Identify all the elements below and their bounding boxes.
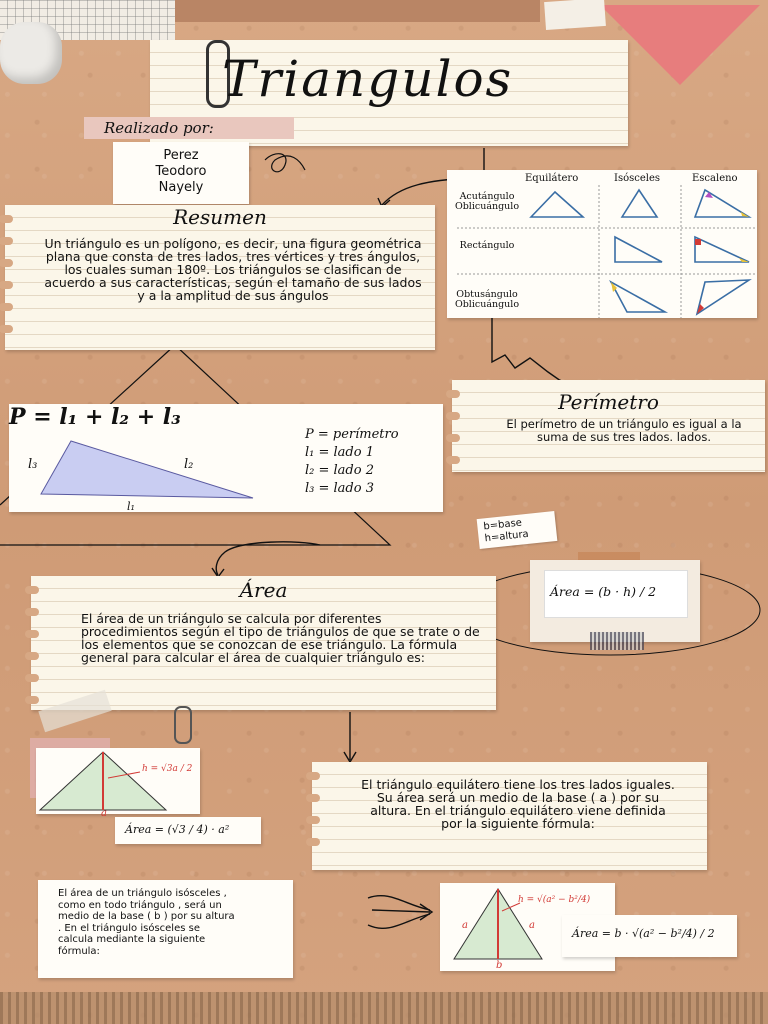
legend-line: P = perímetro — [305, 427, 399, 442]
perimeter-main-formula: P = l₁ + l₂ + l₃ — [9, 404, 181, 430]
tag-line: b=base — [482, 517, 523, 533]
dark-paper-strip — [175, 0, 540, 22]
perimetro-text: El perímetro de un triángulo es igual a la suma de sus tres lados. lados. — [506, 417, 742, 444]
table-row-header: Obtusángulo Oblicuángulo — [454, 289, 520, 310]
equilatero-card — [312, 762, 707, 870]
resumen-text: Un triángulo es un polígono, es decir, una figura geométrica plana que consta de tres lados, tres vértices y tres ángulos, los cuales suman 180º. Los triángulos se clasifican de acuerdo a sus características, según el tamaño de sus lados y a la amplitud de sus ángulos — [44, 236, 422, 303]
table-col-header: Equilátero — [525, 173, 579, 184]
table-row-header: Acutángulo Oblicuángulo — [454, 191, 520, 212]
white-paper-corner — [544, 0, 606, 30]
isosceles-text: El área de un triángulo isósceles , como en todo triángulo , será un medio de la base ( b ) por su altura . En el triángulo isósceles se calcula mediante la siguiente fórmula: — [58, 888, 235, 957]
legend-line: l₁ = lado 1 — [305, 445, 374, 460]
equilateral-triangle — [36, 748, 200, 814]
perimeter-legend — [305, 426, 399, 498]
area-heading: Área — [239, 578, 288, 602]
height-label: h = √3a / 2 — [142, 764, 193, 774]
author-name: Nayely — [158, 180, 204, 195]
side-label: l₁ — [127, 500, 135, 513]
table-row-header: Rectángulo — [459, 240, 515, 251]
side-label: a — [462, 920, 468, 931]
base-label: a — [101, 808, 107, 819]
author-name: Teodoro — [155, 164, 207, 179]
perimetro-heading: Perímetro — [558, 390, 659, 414]
resumen-heading: Resumen — [173, 205, 267, 229]
binder-holes — [306, 772, 322, 860]
side-label: l₂ — [184, 457, 194, 472]
general-area-formula: Área = (b · h) / 2 — [550, 584, 657, 599]
author-name: Perez — [163, 148, 199, 163]
perimeter-triangle — [31, 436, 271, 508]
cardboard-edge — [0, 992, 768, 1024]
side-label: l₃ — [28, 457, 38, 472]
perimetro-card — [452, 380, 765, 472]
checker-pattern — [590, 632, 644, 650]
isosceles-formula-card — [562, 915, 737, 957]
made-by-label: Realizado por: — [84, 117, 294, 139]
legend-line: l₃ = lado 3 — [305, 481, 374, 496]
binder-holes — [25, 586, 41, 718]
isosceles-formula: Área = b · √(a² − b²/4) / 2 — [572, 927, 715, 940]
resumen-card — [5, 205, 435, 350]
side-label: a — [529, 920, 535, 931]
tag-line: h=altura — [484, 528, 530, 545]
equilatero-text: El triángulo equilátero tiene los tres lados iguales. Su área será un medio de la base ( a ) por su altura. En el triángulo equilátero viene definida por la siguiente fórmula: — [361, 777, 675, 831]
table-col-header: Isósceles — [614, 173, 661, 184]
paper-clip-icon — [174, 706, 192, 744]
equilateral-formula-card — [115, 817, 261, 844]
area-text: El área de un triángulo se calcula por diferentes procedimientos según el tipo de triángulos de que se trate o de los elementos que se conozcan de ese triángulo. La fórmula general para calcular el área de cualquier triángulo es: — [81, 611, 480, 665]
general-area-card — [530, 560, 700, 642]
base-height-tag — [477, 511, 558, 549]
classification-grid — [447, 170, 757, 318]
page-title: Triangulos — [222, 50, 514, 108]
perimeter-formula-card — [9, 404, 443, 512]
equilateral-formula: Área = (√3 / 4) · a² — [125, 823, 230, 836]
binder-holes — [0, 215, 15, 347]
crumpled-paper — [0, 22, 62, 84]
equilateral-figure-card — [36, 748, 200, 814]
base-label: b — [496, 960, 503, 971]
legend-line: l₂ = lado 2 — [305, 463, 374, 478]
author-names — [113, 142, 249, 204]
table-col-header: Escaleno — [692, 173, 738, 184]
height-label: h = √(a² − b²/4) — [518, 895, 591, 905]
triangle-classification-table — [447, 170, 757, 318]
isosceles-card — [38, 880, 293, 978]
